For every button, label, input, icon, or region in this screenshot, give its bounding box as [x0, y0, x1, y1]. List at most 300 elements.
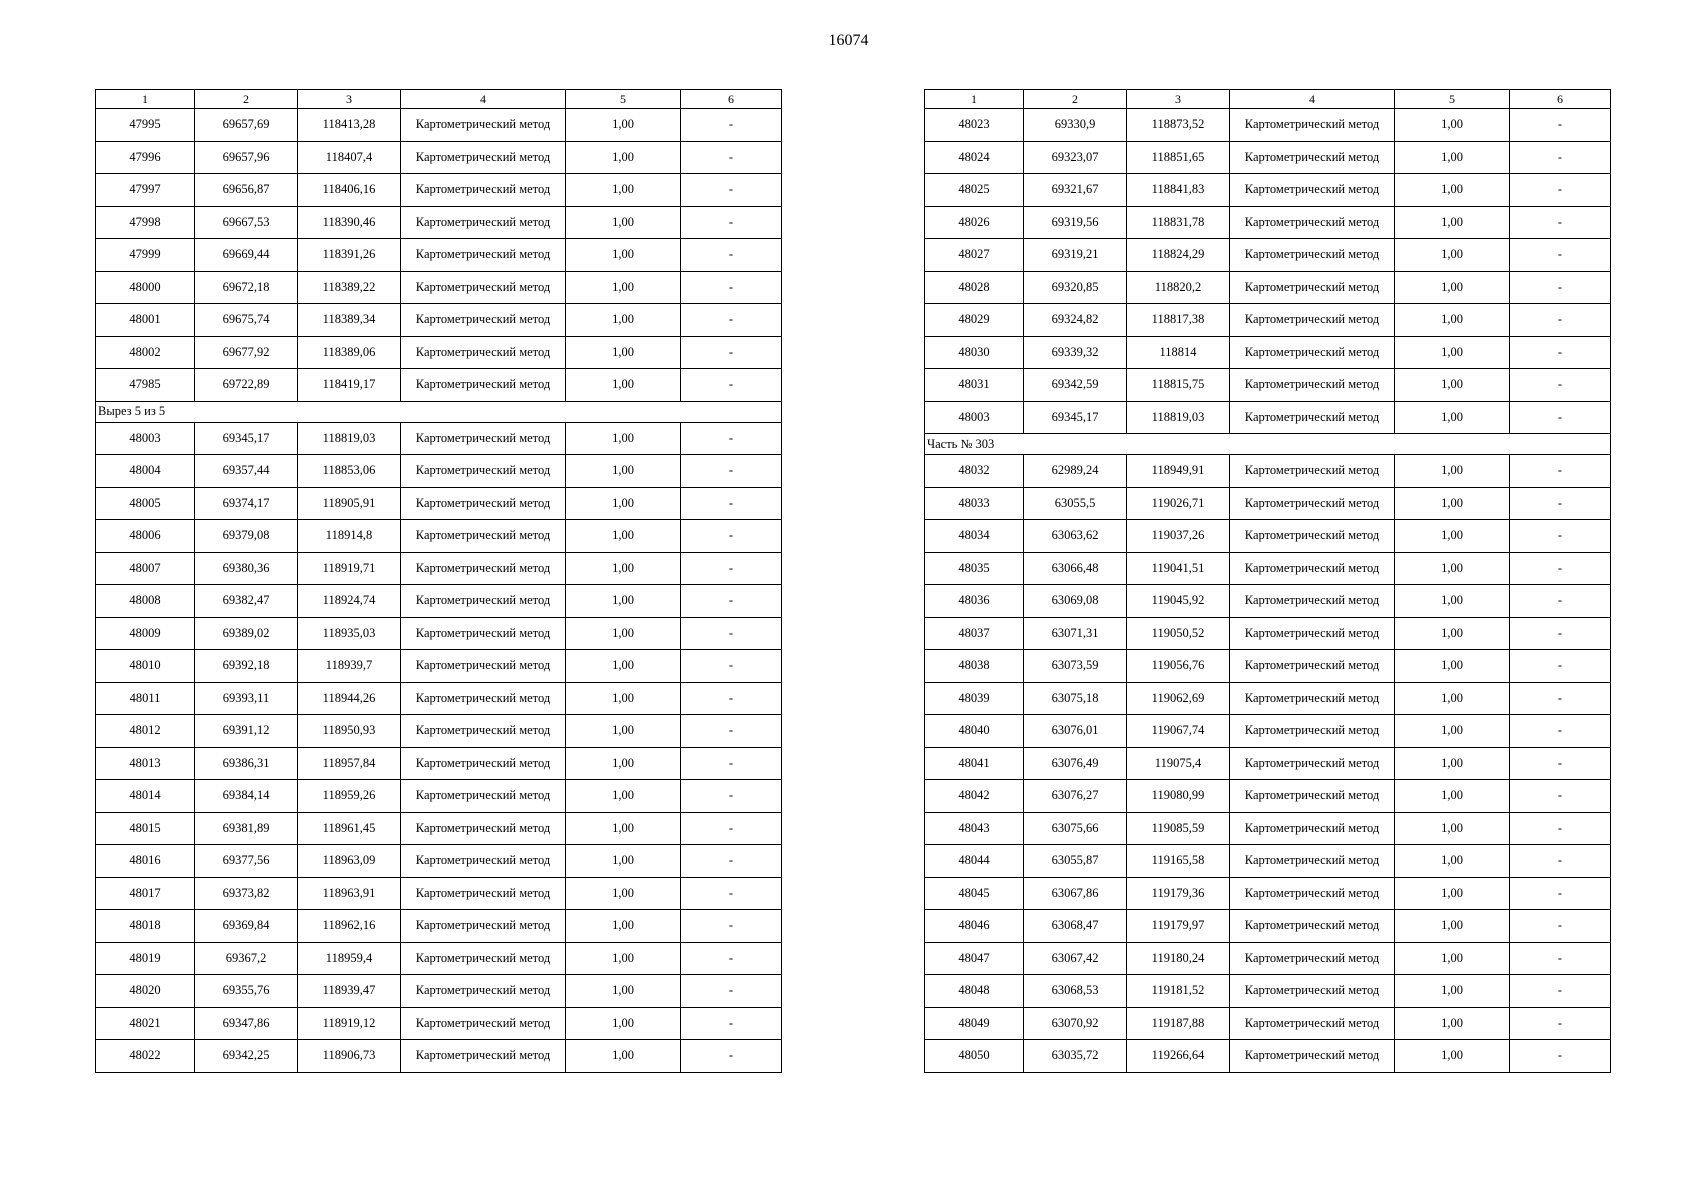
point-number-cell: 48023: [925, 109, 1024, 142]
x-coordinate-cell: 63066,48: [1024, 552, 1127, 585]
point-number-cell: 47995: [96, 109, 195, 142]
table-row: [925, 682, 1611, 715]
x-coordinate-cell: 69345,17: [1024, 401, 1127, 434]
point-number-cell: 48022: [96, 1040, 195, 1073]
x-coordinate-cell: 69382,47: [195, 585, 298, 618]
accuracy-cell: 1,00: [566, 877, 681, 910]
y-coordinate-cell: 118959,26: [298, 780, 401, 813]
method-cell: Картометрический метод: [1230, 780, 1395, 813]
accuracy-cell: 1,00: [1395, 401, 1510, 434]
table-row: [925, 552, 1611, 585]
point-number-cell: 48014: [96, 780, 195, 813]
accuracy-cell: 1,00: [566, 780, 681, 813]
y-coordinate-cell: 118824,29: [1127, 239, 1230, 272]
header-row: [96, 90, 782, 109]
y-coordinate-cell: 118963,91: [298, 877, 401, 910]
point-number-cell: 48003: [96, 422, 195, 455]
table-row: [925, 455, 1611, 488]
x-coordinate-cell: 69373,82: [195, 877, 298, 910]
point-number-cell: 47997: [96, 174, 195, 207]
x-coordinate-cell: 69345,17: [195, 422, 298, 455]
accuracy-cell: 1,00: [566, 206, 681, 239]
accuracy-cell: 1,00: [566, 487, 681, 520]
description-cell: -: [1510, 877, 1611, 910]
point-number-cell: 48048: [925, 975, 1024, 1008]
description-cell: -: [681, 487, 782, 520]
section-title: Часть № 303: [925, 434, 1611, 455]
method-cell: Картометрический метод: [1230, 650, 1395, 683]
method-cell: Картометрический метод: [1230, 336, 1395, 369]
method-cell: Картометрический метод: [401, 552, 566, 585]
description-cell: -: [1510, 141, 1611, 174]
y-coordinate-cell: 119026,71: [1127, 487, 1230, 520]
description-cell: -: [1510, 650, 1611, 683]
method-cell: Картометрический метод: [401, 141, 566, 174]
x-coordinate-cell: 69323,07: [1024, 141, 1127, 174]
column-header: 4: [1230, 90, 1395, 109]
point-number-cell: 48002: [96, 336, 195, 369]
y-coordinate-cell: 118820,2: [1127, 271, 1230, 304]
method-cell: Картометрический метод: [401, 174, 566, 207]
y-coordinate-cell: 119180,24: [1127, 942, 1230, 975]
point-number-cell: 48010: [96, 650, 195, 683]
x-coordinate-cell: 69657,69: [195, 109, 298, 142]
accuracy-cell: 1,00: [566, 174, 681, 207]
description-cell: -: [1510, 552, 1611, 585]
x-coordinate-cell: 63076,49: [1024, 747, 1127, 780]
y-coordinate-cell: 118419,17: [298, 369, 401, 402]
table-row: [96, 650, 782, 683]
description-cell: -: [1510, 1040, 1611, 1073]
point-number-cell: 48025: [925, 174, 1024, 207]
description-cell: -: [1510, 585, 1611, 618]
y-coordinate-cell: 118389,34: [298, 304, 401, 337]
x-coordinate-cell: 69319,21: [1024, 239, 1127, 272]
method-cell: Картометрический метод: [401, 109, 566, 142]
table-row: [96, 487, 782, 520]
accuracy-cell: 1,00: [1395, 780, 1510, 813]
y-coordinate-cell: 118841,83: [1127, 174, 1230, 207]
point-number-cell: 48029: [925, 304, 1024, 337]
table-row: [96, 585, 782, 618]
method-cell: Картометрический метод: [1230, 1007, 1395, 1040]
point-number-cell: 48003: [925, 401, 1024, 434]
x-coordinate-cell: 69391,12: [195, 715, 298, 748]
point-number-cell: 48009: [96, 617, 195, 650]
y-coordinate-cell: 118924,74: [298, 585, 401, 618]
y-coordinate-cell: 118963,09: [298, 845, 401, 878]
y-coordinate-cell: 119075,4: [1127, 747, 1230, 780]
method-cell: Картометрический метод: [401, 585, 566, 618]
table-row: [925, 141, 1611, 174]
accuracy-cell: 1,00: [566, 422, 681, 455]
table-row: [925, 487, 1611, 520]
point-number-cell: 48006: [96, 520, 195, 553]
description-cell: -: [1510, 715, 1611, 748]
table-row: [925, 1040, 1611, 1073]
accuracy-cell: 1,00: [566, 812, 681, 845]
point-number-cell: 48021: [96, 1007, 195, 1040]
method-cell: Картометрический метод: [401, 812, 566, 845]
method-cell: Картометрический метод: [401, 1040, 566, 1073]
y-coordinate-cell: 118389,06: [298, 336, 401, 369]
accuracy-cell: 1,00: [566, 369, 681, 402]
method-cell: Картометрический метод: [1230, 942, 1395, 975]
y-coordinate-cell: 118939,7: [298, 650, 401, 683]
description-cell: -: [681, 812, 782, 845]
table-row: [96, 520, 782, 553]
accuracy-cell: 1,00: [566, 650, 681, 683]
x-coordinate-cell: 69672,18: [195, 271, 298, 304]
description-cell: -: [681, 1040, 782, 1073]
accuracy-cell: 1,00: [1395, 585, 1510, 618]
y-coordinate-cell: 118914,8: [298, 520, 401, 553]
y-coordinate-cell: 118939,47: [298, 975, 401, 1008]
x-coordinate-cell: 69393,11: [195, 682, 298, 715]
x-coordinate-cell: 63067,86: [1024, 877, 1127, 910]
table-row: [96, 271, 782, 304]
y-coordinate-cell: 118814: [1127, 336, 1230, 369]
description-cell: -: [681, 1007, 782, 1040]
x-coordinate-cell: 69347,86: [195, 1007, 298, 1040]
x-coordinate-cell: 69374,17: [195, 487, 298, 520]
y-coordinate-cell: 119062,69: [1127, 682, 1230, 715]
point-number-cell: 48026: [925, 206, 1024, 239]
description-cell: -: [681, 552, 782, 585]
accuracy-cell: 1,00: [1395, 174, 1510, 207]
table-row: [925, 520, 1611, 553]
accuracy-cell: 1,00: [566, 845, 681, 878]
y-coordinate-cell: 118407,4: [298, 141, 401, 174]
table-row: [96, 812, 782, 845]
x-coordinate-cell: 63073,59: [1024, 650, 1127, 683]
y-coordinate-cell: 118819,03: [298, 422, 401, 455]
x-coordinate-cell: 69386,31: [195, 747, 298, 780]
point-number-cell: 48018: [96, 910, 195, 943]
table-row: [925, 401, 1611, 434]
method-cell: Картометрический метод: [401, 780, 566, 813]
accuracy-cell: 1,00: [566, 715, 681, 748]
description-cell: -: [681, 910, 782, 943]
table-row: [925, 304, 1611, 337]
x-coordinate-cell: 69377,56: [195, 845, 298, 878]
accuracy-cell: 1,00: [1395, 239, 1510, 272]
method-cell: Картометрический метод: [1230, 812, 1395, 845]
table-row: [925, 585, 1611, 618]
accuracy-cell: 1,00: [1395, 877, 1510, 910]
accuracy-cell: 1,00: [566, 520, 681, 553]
y-coordinate-cell: 118851,65: [1127, 141, 1230, 174]
point-number-cell: 48044: [925, 845, 1024, 878]
table-row: [925, 336, 1611, 369]
method-cell: Картометрический метод: [1230, 369, 1395, 402]
description-cell: -: [1510, 487, 1611, 520]
description-cell: -: [681, 239, 782, 272]
description-cell: -: [681, 455, 782, 488]
x-coordinate-cell: 69677,92: [195, 336, 298, 369]
method-cell: Картометрический метод: [401, 304, 566, 337]
y-coordinate-cell: 118944,26: [298, 682, 401, 715]
x-coordinate-cell: 69330,9: [1024, 109, 1127, 142]
x-coordinate-cell: 69320,85: [1024, 271, 1127, 304]
point-number-cell: 48012: [96, 715, 195, 748]
table-row: [925, 650, 1611, 683]
y-coordinate-cell: 118406,16: [298, 174, 401, 207]
accuracy-cell: 1,00: [1395, 942, 1510, 975]
point-number-cell: 48007: [96, 552, 195, 585]
point-number-cell: 48039: [925, 682, 1024, 715]
description-cell: -: [681, 780, 782, 813]
table-row: [96, 422, 782, 455]
accuracy-cell: 1,00: [566, 109, 681, 142]
accuracy-cell: 1,00: [566, 304, 681, 337]
y-coordinate-cell: 118817,38: [1127, 304, 1230, 337]
table-row: [925, 174, 1611, 207]
method-cell: Картометрический метод: [401, 1007, 566, 1040]
accuracy-cell: 1,00: [1395, 1040, 1510, 1073]
table-body: [96, 109, 782, 1073]
description-cell: -: [1510, 1007, 1611, 1040]
table-row: [96, 336, 782, 369]
method-cell: Картометрический метод: [401, 910, 566, 943]
y-coordinate-cell: 119041,51: [1127, 552, 1230, 585]
description-cell: -: [681, 369, 782, 402]
y-coordinate-cell: 119045,92: [1127, 585, 1230, 618]
x-coordinate-cell: 69357,44: [195, 455, 298, 488]
description-cell: -: [681, 877, 782, 910]
accuracy-cell: 1,00: [566, 617, 681, 650]
method-cell: Картометрический метод: [401, 617, 566, 650]
point-number-cell: 48008: [96, 585, 195, 618]
table-row: [925, 206, 1611, 239]
y-coordinate-cell: 118815,75: [1127, 369, 1230, 402]
table-row: [925, 910, 1611, 943]
column-header: 1: [925, 90, 1024, 109]
table-row: [925, 617, 1611, 650]
description-cell: -: [681, 141, 782, 174]
accuracy-cell: 1,00: [566, 942, 681, 975]
accuracy-cell: 1,00: [1395, 455, 1510, 488]
column-header: 6: [1510, 90, 1611, 109]
y-coordinate-cell: 118391,26: [298, 239, 401, 272]
point-number-cell: 48031: [925, 369, 1024, 402]
description-cell: -: [681, 174, 782, 207]
method-cell: Картометрический метод: [1230, 455, 1395, 488]
method-cell: Картометрический метод: [401, 206, 566, 239]
column-header: 3: [298, 90, 401, 109]
column-header: 1: [96, 90, 195, 109]
y-coordinate-cell: 118413,28: [298, 109, 401, 142]
description-cell: -: [1510, 336, 1611, 369]
point-number-cell: 48047: [925, 942, 1024, 975]
section-title: Вырез 5 из 5: [96, 401, 782, 422]
table-row: [96, 877, 782, 910]
column-header: 3: [1127, 90, 1230, 109]
accuracy-cell: 1,00: [1395, 304, 1510, 337]
description-cell: -: [1510, 369, 1611, 402]
method-cell: Картометрический метод: [1230, 877, 1395, 910]
point-number-cell: 48045: [925, 877, 1024, 910]
y-coordinate-cell: 118950,93: [298, 715, 401, 748]
y-coordinate-cell: 118935,03: [298, 617, 401, 650]
method-cell: Картометрический метод: [1230, 487, 1395, 520]
y-coordinate-cell: 119085,59: [1127, 812, 1230, 845]
x-coordinate-cell: 63068,53: [1024, 975, 1127, 1008]
x-coordinate-cell: 69324,82: [1024, 304, 1127, 337]
table-row: [925, 1007, 1611, 1040]
accuracy-cell: 1,00: [1395, 715, 1510, 748]
x-coordinate-cell: 69342,59: [1024, 369, 1127, 402]
method-cell: Картометрический метод: [1230, 271, 1395, 304]
x-coordinate-cell: 63063,62: [1024, 520, 1127, 553]
y-coordinate-cell: 118390,46: [298, 206, 401, 239]
description-cell: -: [1510, 617, 1611, 650]
method-cell: Картометрический метод: [401, 682, 566, 715]
x-coordinate-cell: 63069,08: [1024, 585, 1127, 618]
point-number-cell: 48017: [96, 877, 195, 910]
point-number-cell: 48013: [96, 747, 195, 780]
y-coordinate-cell: 118853,06: [298, 455, 401, 488]
accuracy-cell: 1,00: [1395, 617, 1510, 650]
y-coordinate-cell: 119179,97: [1127, 910, 1230, 943]
coordinates-table-left: [95, 89, 782, 1073]
accuracy-cell: 1,00: [1395, 141, 1510, 174]
method-cell: Картометрический метод: [1230, 585, 1395, 618]
y-coordinate-cell: 119056,76: [1127, 650, 1230, 683]
y-coordinate-cell: 118819,03: [1127, 401, 1230, 434]
table-row: [96, 239, 782, 272]
description-cell: -: [681, 271, 782, 304]
table-row: [925, 877, 1611, 910]
point-number-cell: 48027: [925, 239, 1024, 272]
method-cell: Картометрический метод: [1230, 239, 1395, 272]
table-row: [96, 174, 782, 207]
y-coordinate-cell: 118906,73: [298, 1040, 401, 1073]
x-coordinate-cell: 63055,5: [1024, 487, 1127, 520]
table-row: [96, 682, 782, 715]
x-coordinate-cell: 63075,18: [1024, 682, 1127, 715]
accuracy-cell: 1,00: [1395, 747, 1510, 780]
column-header: 4: [401, 90, 566, 109]
description-cell: -: [1510, 520, 1611, 553]
x-coordinate-cell: 69389,02: [195, 617, 298, 650]
method-cell: Картометрический метод: [1230, 975, 1395, 1008]
point-number-cell: 48020: [96, 975, 195, 1008]
x-coordinate-cell: 69319,56: [1024, 206, 1127, 239]
y-coordinate-cell: 118961,45: [298, 812, 401, 845]
section-row: [96, 401, 782, 422]
description-cell: -: [681, 975, 782, 1008]
accuracy-cell: 1,00: [566, 1007, 681, 1040]
method-cell: Картометрический метод: [1230, 552, 1395, 585]
method-cell: Картометрический метод: [1230, 206, 1395, 239]
y-coordinate-cell: 119187,88: [1127, 1007, 1230, 1040]
table-row: [96, 141, 782, 174]
method-cell: Картометрический метод: [401, 487, 566, 520]
accuracy-cell: 1,00: [566, 585, 681, 618]
method-cell: Картометрический метод: [401, 747, 566, 780]
table-row: [96, 617, 782, 650]
x-coordinate-cell: 63070,92: [1024, 1007, 1127, 1040]
method-cell: Картометрический метод: [401, 845, 566, 878]
y-coordinate-cell: 119050,52: [1127, 617, 1230, 650]
accuracy-cell: 1,00: [566, 910, 681, 943]
table-row: [925, 271, 1611, 304]
method-cell: Картометрический метод: [1230, 682, 1395, 715]
accuracy-cell: 1,00: [1395, 109, 1510, 142]
accuracy-cell: 1,00: [566, 271, 681, 304]
description-cell: -: [681, 715, 782, 748]
y-coordinate-cell: 118831,78: [1127, 206, 1230, 239]
method-cell: Картометрический метод: [401, 369, 566, 402]
method-cell: Картометрический метод: [1230, 747, 1395, 780]
description-cell: -: [1510, 401, 1611, 434]
method-cell: Картометрический метод: [1230, 520, 1395, 553]
x-coordinate-cell: 62989,24: [1024, 455, 1127, 488]
method-cell: Картометрический метод: [401, 942, 566, 975]
description-cell: -: [1510, 304, 1611, 337]
point-number-cell: 48040: [925, 715, 1024, 748]
table-row: [925, 369, 1611, 402]
table-body: [925, 109, 1611, 1073]
y-coordinate-cell: 118957,84: [298, 747, 401, 780]
accuracy-cell: 1,00: [1395, 487, 1510, 520]
description-cell: -: [681, 109, 782, 142]
table-row: [96, 715, 782, 748]
y-coordinate-cell: 118919,12: [298, 1007, 401, 1040]
table-row: [925, 845, 1611, 878]
method-cell: Картометрический метод: [1230, 304, 1395, 337]
table-row: [96, 780, 782, 813]
description-cell: -: [1510, 109, 1611, 142]
y-coordinate-cell: 118959,4: [298, 942, 401, 975]
x-coordinate-cell: 63068,47: [1024, 910, 1127, 943]
point-number-cell: 48001: [96, 304, 195, 337]
table-row: [96, 845, 782, 878]
x-coordinate-cell: 69675,74: [195, 304, 298, 337]
description-cell: -: [681, 845, 782, 878]
y-coordinate-cell: 118962,16: [298, 910, 401, 943]
x-coordinate-cell: 69667,53: [195, 206, 298, 239]
point-number-cell: 48043: [925, 812, 1024, 845]
description-cell: -: [1510, 845, 1611, 878]
table-row: [925, 109, 1611, 142]
accuracy-cell: 1,00: [1395, 1007, 1510, 1040]
x-coordinate-cell: 69342,25: [195, 1040, 298, 1073]
x-coordinate-cell: 69381,89: [195, 812, 298, 845]
table-row: [96, 455, 782, 488]
table-row: [96, 1007, 782, 1040]
accuracy-cell: 1,00: [566, 747, 681, 780]
method-cell: Картометрический метод: [1230, 141, 1395, 174]
x-coordinate-cell: 69369,84: [195, 910, 298, 943]
table-row: [96, 304, 782, 337]
description-cell: -: [1510, 942, 1611, 975]
x-coordinate-cell: 63075,66: [1024, 812, 1127, 845]
description-cell: -: [681, 747, 782, 780]
description-cell: -: [1510, 455, 1611, 488]
description-cell: -: [681, 682, 782, 715]
table-row: [96, 942, 782, 975]
description-cell: -: [1510, 975, 1611, 1008]
description-cell: -: [681, 650, 782, 683]
description-cell: -: [681, 206, 782, 239]
x-coordinate-cell: 69656,87: [195, 174, 298, 207]
column-header: 5: [566, 90, 681, 109]
coordinates-table-right: [924, 89, 1611, 1073]
accuracy-cell: 1,00: [1395, 552, 1510, 585]
method-cell: Картометрический метод: [401, 650, 566, 683]
